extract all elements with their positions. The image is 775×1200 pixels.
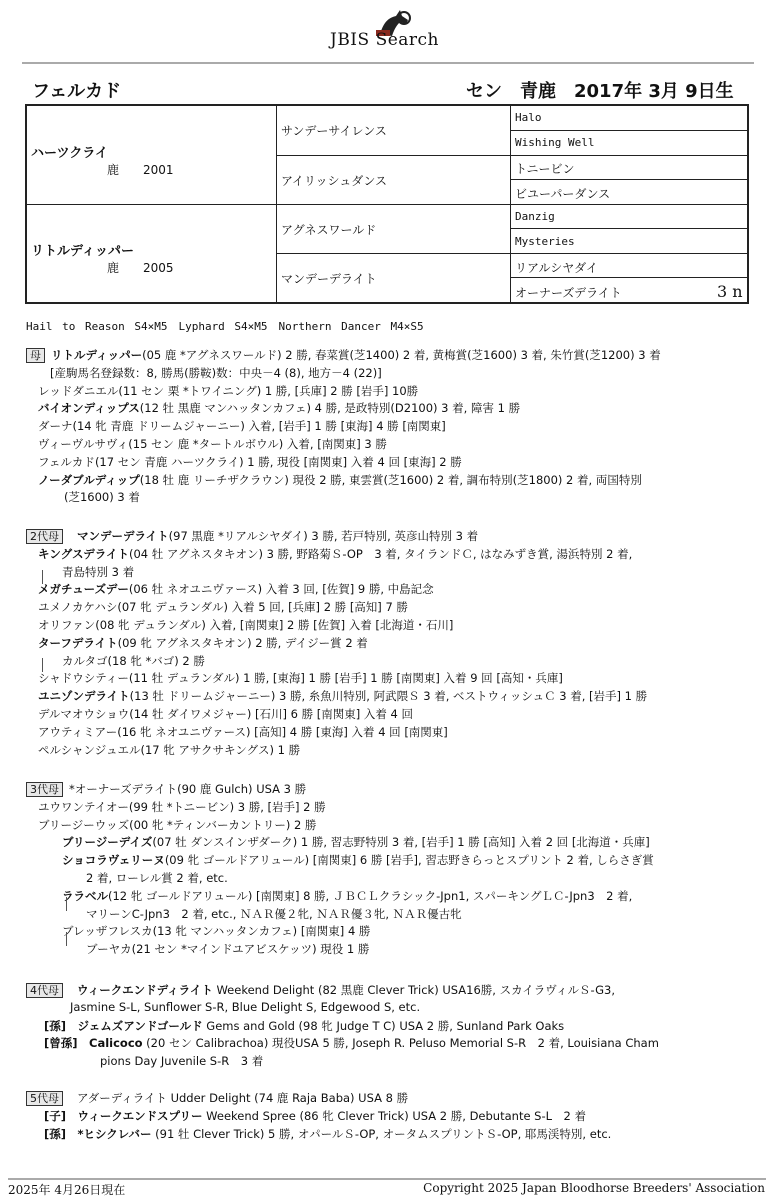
- pedigree-line: [26, 347, 661, 363]
- pedigree-line: [38, 688, 647, 704]
- connector-bar: [42, 658, 43, 672]
- record-text: (21 セン *マインドユアビスケッツ) 現役 1 勝: [131, 942, 370, 957]
- record-text: [産駒馬名登録数：8, 勝馬(勝鞍)数：中央－4 (8), 地方－4 (22)]: [50, 365, 382, 380]
- gen3-4[interactable]: ビユーパーダンス: [515, 187, 611, 201]
- horse-link[interactable]: リトルディッパー: [51, 348, 143, 362]
- horse-link[interactable]: ペルシャンジュエル: [38, 742, 141, 757]
- pedigree-line: [38, 599, 408, 615]
- gen3-8[interactable]: オーナーズデライト: [515, 286, 622, 300]
- record-text: Udder Delight (74 鹿 Raja Baba) USA 8 勝: [166, 1091, 409, 1105]
- pedigree-line: [62, 564, 134, 580]
- pedigree-line: [38, 724, 448, 740]
- record-text: (15 セン 鹿 *タートルボウル) 入着, [南関東] 3 勝: [128, 437, 387, 451]
- horse-info: セン 青鹿 2017年 3月 9日生: [466, 81, 734, 102]
- pedigree-line: [70, 1000, 420, 1014]
- pedigree-line: [86, 941, 369, 957]
- gen3-2[interactable]: Wishing Well: [515, 136, 595, 149]
- pedigree-line: [62, 923, 370, 939]
- horse-link[interactable]: ターフデライト: [38, 635, 118, 650]
- dam-year: 2005: [143, 261, 174, 275]
- record-text: (91 牡 Clever Trick) 5 勝, オパールＳ-OP, オータムスプリントＳ-OP, 耶馬渓特別, etc.: [151, 1126, 612, 1141]
- pedigree-line: [38, 400, 520, 416]
- horse-link[interactable]: [孫] ジェムズアンドゴールド: [44, 1018, 203, 1033]
- generation-tag: 母: [26, 348, 45, 363]
- horse-link[interactable]: レッドダニエル: [38, 383, 119, 398]
- pedigree-line: [86, 870, 228, 886]
- connector-bar: [42, 570, 43, 584]
- record-text: (05 鹿 *アグネスワールド) 2 勝, 春菜賞(芝1400) 2 着, 黄梅賞(芝1600) 3 着, 朱竹賞(芝1200) 3 着: [142, 348, 661, 362]
- horse-link[interactable]: ショコラヴェリーヌ: [62, 853, 165, 868]
- record-text: (14 牝 青鹿 ドリームジャーニー) 入着, [岩手] 1 勝 [東海] 4 勝 [南関東]: [72, 419, 446, 434]
- sire-color: 鹿: [107, 163, 120, 177]
- record-text: (08 牝 デュランダル) 入着, [南関東] 2 勝 [佐賀] 入着 [北海道・石川]: [95, 618, 454, 632]
- record-text: 青島特別 3 着: [62, 564, 135, 579]
- horse-link[interactable]: キングスデライト: [38, 546, 129, 561]
- gen2-dam-sire[interactable]: アグネスワールド: [281, 223, 377, 237]
- pedigree-table: [25, 104, 749, 304]
- horse-link[interactable]: アダーディライト: [77, 1091, 167, 1105]
- horse-link[interactable]: [曾孫] Calicoco: [44, 1036, 143, 1051]
- record-text: (09 牝 ゴールドアリュール) [南関東] 6 勝 [岩手], 習志野きらっとスプリント 2 着, しらさぎ賞: [164, 853, 654, 868]
- horse-link[interactable]: [孫] *ヒシクレバー: [44, 1126, 152, 1141]
- record-text: Gems and Gold (98 牝 Judge T C) USA 2 勝, Sunland Park Oaks: [202, 1018, 565, 1033]
- pedigree-line: [62, 834, 650, 850]
- horse-link[interactable]: バイオンディップス: [38, 401, 140, 416]
- dam-name[interactable]: リトルディッパー: [31, 244, 134, 259]
- pedigree-line: [38, 581, 434, 597]
- horse-link[interactable]: シャドウシティー: [38, 671, 129, 686]
- pedigree-line: [62, 653, 205, 669]
- record-text: (97 黒鹿 *リアルシヤダイ) 3 勝, 若戸特別, 英彦山特別 3 着: [168, 529, 479, 543]
- connector-bar: [66, 932, 67, 946]
- pedigree-line: [44, 1018, 564, 1034]
- record-text: マリーンC-Jpn3 2 着, etc., ＮＡＲ優２牝, ＮＡＲ優３牝, ＮＡＲ優古牝: [86, 906, 462, 921]
- pedigree-line: [62, 852, 654, 868]
- horse-link[interactable]: ヴィーヴルサヴィ: [38, 437, 129, 451]
- pedigree-line: [64, 489, 140, 505]
- horse-link[interactable]: ララベル: [62, 888, 108, 903]
- record-text: (07 牝 デュランダル) 入着 5 回, [兵庫] 2 勝 [高知] 7 勝: [117, 600, 408, 615]
- pedigree-line: [38, 817, 316, 833]
- horse-link[interactable]: フェルカド: [38, 454, 95, 469]
- record-text: (12 牡 黒鹿 マンハッタンカフェ) 4 勝, 是政特別(D2100) 3 着, 障害 1 勝: [139, 401, 521, 416]
- record-text: (14 牡 ダイワメジャー) [石川] 6 勝 [南関東] 入着 4 回: [129, 707, 413, 721]
- record-text: (20 セン Calibrachoa) 現役USA 5 勝, Joseph R. Peluso Memorial S-R 2 着, Louisiana Cham: [142, 1036, 659, 1051]
- family-number: 3 n: [717, 282, 743, 301]
- gen3-5[interactable]: Danzig: [515, 210, 555, 223]
- footer-rule: [8, 1178, 766, 1180]
- record-text: (11 牡 デュランダル) 1 勝, [東海] 1 勝 [岩手] 1 勝 [南関東] 入着 9 回 [高知・兵庫]: [128, 671, 563, 686]
- record-text: (12 牝 ゴールドアリュール) [南関東] 8 勝, ＪＢＣＬクラシック-Jpn1, スパーキングＬＣ-Jpn3 2 着,: [108, 888, 633, 903]
- horse-link[interactable]: メガチューズデー: [38, 582, 129, 597]
- pedigree-line: [44, 1108, 586, 1124]
- record-text: (18 牝 *バゴ) 2 勝: [107, 653, 205, 668]
- record-text: (11 セン 栗 *トワイニング) 1 勝, [兵庫] 2 勝 [岩手] 10勝: [118, 383, 419, 398]
- dam-cell: [31, 240, 174, 276]
- horse-link[interactable]: ユメノカケハシ: [38, 600, 118, 615]
- pedigree-line: [38, 418, 446, 434]
- pedigree-line: [62, 888, 632, 904]
- record-text: (17 牝 アサクサキングス) 1 勝: [140, 742, 301, 757]
- record-text: Weekend Delight (82 黒鹿 Clever Trick) USA16勝, スカイラヴィルＳ-G3,: [212, 983, 616, 997]
- record-text: Jasmine S-L, Sunflower S-R, Blue Delight S, Edgewood S, etc.: [70, 999, 421, 1014]
- record-text: pions Day Juvenile S-R 3 着: [100, 1054, 264, 1069]
- horse-link[interactable]: ブーヤカ: [86, 942, 132, 957]
- record-text: Weekend Spree (86 牝 Clever Trick) USA 2 勝, Debutante S-L 2 着: [202, 1108, 587, 1123]
- pedigree-line: [50, 365, 382, 381]
- sire-name[interactable]: ハーツクライ: [31, 146, 108, 161]
- record-text: (07 牡 ダンスインザダーク) 1 勝, 習志野特別 3 着, [岩手] 1 勝 [高知] 入着 2 回 [北海道・兵庫]: [152, 835, 650, 850]
- connector-bar: [66, 897, 67, 911]
- jbis-logo[interactable]: [330, 8, 460, 54]
- pedigree-line: [38, 742, 300, 758]
- record-text: (芝1600) 3 着: [64, 490, 140, 505]
- gen3-7[interactable]: リアルシヤダイ: [515, 261, 598, 275]
- record-text: (17 セン 青鹿 ハーツクライ) 1 勝, 現役 [南関東] 入着 4 回 [東海] 2 勝: [94, 454, 462, 469]
- pedigree-line: [38, 472, 642, 488]
- gen2-dam-dam[interactable]: マンデーデライト: [281, 272, 377, 286]
- sire-year: 2001: [143, 163, 174, 177]
- pedigree-line: [38, 617, 453, 633]
- as-of-date: 2025年 4月26日現在: [8, 1183, 126, 1197]
- sire-cell: [31, 142, 174, 178]
- copyright: Copyright 2025 Japan Bloodhorse Breeders' Association: [423, 1181, 765, 1195]
- horse-name: フェルカド: [32, 81, 122, 102]
- pedigree-line: [44, 1126, 611, 1142]
- horse-link[interactable]: マンデーデライト: [77, 529, 169, 543]
- header-rule: [22, 62, 754, 64]
- logo-text: JBIS Search: [330, 30, 440, 50]
- record-text: (13 牝 マンハッタンカフェ) [南関東] 4 勝: [152, 924, 371, 939]
- generation-tag: 5代母: [26, 1091, 63, 1106]
- horse-link[interactable]: アウティミアー: [38, 724, 118, 739]
- pedigree-line: [38, 383, 418, 399]
- horse-link[interactable]: オリファン: [38, 618, 96, 632]
- gen3-6[interactable]: Mysteries: [515, 235, 575, 248]
- record-text: (18 牡 鹿 リーチザクラウン) 現役 2 勝, 東雲賞(芝1600) 2 着, 調布特別(芝1800) 2 着, 両国特別: [139, 472, 642, 487]
- pedigree-line: [26, 1090, 408, 1106]
- record-text: (90 鹿 Gulch) USA 3 勝: [177, 782, 307, 796]
- generation-tag: 4代母: [26, 983, 63, 998]
- pedigree-line: [38, 799, 326, 815]
- horse-link[interactable]: ユニゾンデライト: [38, 689, 130, 704]
- horse-link[interactable]: ブレッザフレスカ: [62, 924, 153, 939]
- gen3-1[interactable]: Halo: [515, 111, 542, 124]
- pedigree-line: [38, 546, 632, 562]
- pedigree-line: [38, 706, 413, 722]
- horse-link[interactable]: ユウワンテイオー: [38, 799, 129, 814]
- horse-link[interactable]: ダーナ: [38, 419, 73, 434]
- record-text: (04 牡 アグネスタキオン) 3 勝, 野路菊Ｓ-OP 3 着, タイランドＣ, はなみずき賞, 湯浜特別 2 着,: [128, 546, 633, 561]
- gen2-sire-dam[interactable]: アイリッシュダンス: [281, 174, 387, 188]
- horse-link[interactable]: *オーナーズデライト: [69, 782, 178, 796]
- pedigree-line: [26, 982, 615, 998]
- dam-color: 鹿: [107, 261, 120, 275]
- record-text: (00 牝 *ティンバーカントリー) 2 勝: [129, 817, 317, 832]
- record-text: 2 着, ローレル賞 2 着, etc.: [86, 871, 228, 885]
- pedigree-line: [38, 436, 387, 452]
- horse-link[interactable]: ウィークエンドディライト: [77, 983, 213, 997]
- horse-link[interactable]: ブリージーデイズ: [62, 835, 153, 850]
- pedigree-line: [38, 454, 462, 470]
- record-text: (13 牡 ドリームジャーニー) 3 勝, 糸魚川特別, 阿武隈Ｓ 3 着, ベストウィッシュＣ 3 着, [岩手] 1 勝: [129, 689, 648, 704]
- horse-link[interactable]: [子] ウィークエンドスプリー: [44, 1108, 203, 1123]
- horse-link[interactable]: ノーダブルディップ: [38, 472, 140, 487]
- pedigree-line: [100, 1053, 263, 1069]
- pedigree-line: [26, 528, 478, 544]
- inbreeding-info: Hail to Reason S4×M5 Lyphard S4×M5 Northern Dancer M4×S5: [26, 320, 424, 333]
- record-text: (06 牡 ネオユニヴァース) 入着 3 回, [佐賀] 9 勝, 中島記念: [128, 582, 434, 597]
- generation-tag: 3代母: [26, 782, 63, 797]
- pedigree-line: [38, 670, 563, 686]
- record-text: (16 牝 ネオユニヴァース) [高知] 4 勝 [東海] 入着 4 回 [南関東]: [117, 724, 448, 739]
- horse-link[interactable]: カルタゴ: [62, 653, 108, 668]
- record-text: (09 牝 アグネスタキオン) 2 勝, デイジー賞 2 着: [117, 635, 368, 650]
- horse-link[interactable]: デルマオウショウ: [38, 707, 130, 721]
- record-text: (99 牡 *トニービン) 3 勝, [岩手] 2 勝: [128, 799, 326, 814]
- pedigree-line: [86, 906, 462, 922]
- generation-tag: 2代母: [26, 529, 63, 544]
- pedigree-line: [38, 635, 368, 651]
- pedigree-line: [26, 781, 306, 797]
- gen3-3[interactable]: トニービン: [515, 162, 575, 176]
- pedigree-line: [44, 1035, 659, 1051]
- horse-link[interactable]: ブリージーウッズ: [38, 817, 130, 832]
- gen2-sire-sire[interactable]: サンデーサイレンス: [281, 124, 387, 138]
